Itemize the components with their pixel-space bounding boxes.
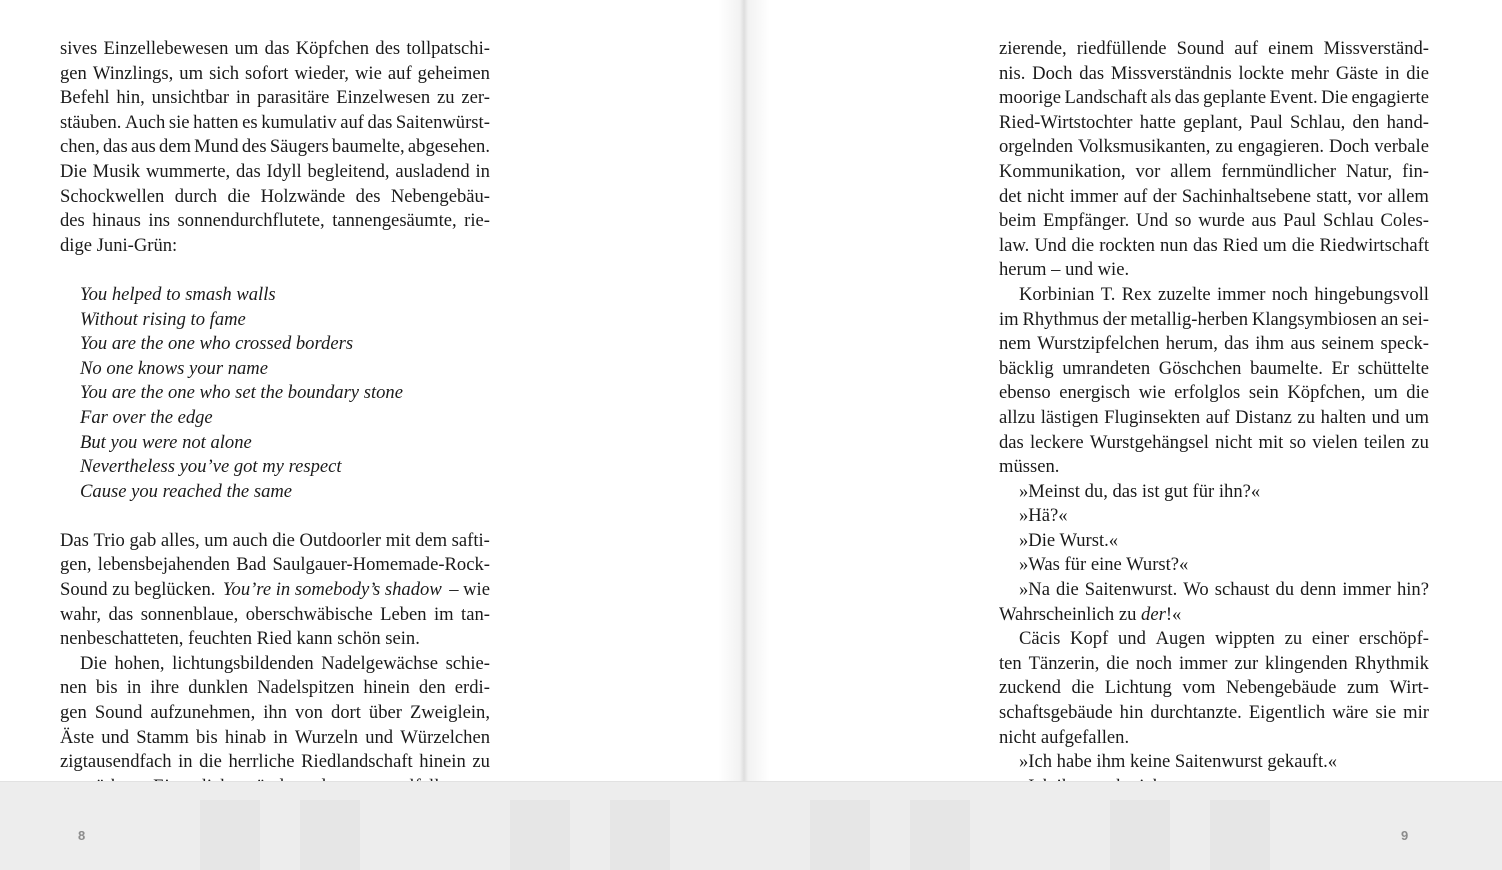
dialogue-line: »Meinst du, das ist gut für ihn?« (1019, 480, 1261, 502)
text-line: wahr, das sonnenblaue, oberschwäbische Leben im tan- (60, 603, 490, 625)
lyric-line: Nevertheless you’ve got my respect (80, 456, 342, 478)
paragraph (999, 627, 1429, 750)
italic-song-title: You’re in somebody’s shadow (222, 579, 442, 601)
text-line: Befehl hin, unsichtbar in parasitäre Einzelwesen zu zer- (60, 87, 490, 109)
text-line: zigtausendfach in die herrliche Riedlandschaft hinein zu (60, 751, 490, 773)
text-line: Kommunikation, vor allem fernmündlicher Natur, fin- (999, 160, 1429, 182)
dialogue-line: »Die Wurst.« (1019, 529, 1119, 551)
text-line: sives Einzellebewesen um das Köpfchen des tollpatschi- (60, 38, 490, 59)
dialogue-line-mixed (999, 603, 1429, 628)
text-line: dige Juni-Grün: (60, 234, 178, 256)
page-thumbnail[interactable] (610, 800, 670, 870)
text-line: Korbinian T. Rex zuzelte immer noch hingebungsvoll (1019, 283, 1429, 305)
lyric-line: You are the one who set the boundary stone (80, 382, 403, 404)
text-line: nen bis in ihre dunklen Nadelspitzen hinein den erdi- (60, 677, 490, 699)
text-line-mixed (60, 578, 490, 603)
text-line: moorige Landschaft als das geplante Event. Die engagierte (999, 87, 1429, 109)
left-page-text (60, 37, 490, 799)
text-line: Die hohen, lichtungsbildenden Nadelgewächse schie- (80, 652, 490, 674)
text-line: stäuben. Auch sie hatten es kumulativ auf das Saitenwürst- (60, 111, 490, 133)
text-line: nis. Doch das Missverständnis lockte mehr Gäste in die (999, 62, 1429, 84)
page-thumbnail[interactable] (200, 800, 260, 870)
text-line: Ried-Wirtstochter hatte geplant, Paul Schlau, den hand- (999, 111, 1429, 133)
text-line: des hinaus ins sonnendurchflutete, tannengesäumte, rie- (60, 210, 490, 232)
text-line: orgelnden Volksmusikanten, zu engagieren. Doch verbale (999, 136, 1429, 158)
page-thumbnail[interactable] (1210, 800, 1270, 870)
right-page (744, 0, 1502, 869)
paragraph (60, 529, 490, 652)
page-thumbnail[interactable] (910, 800, 970, 870)
text-segment: – wie (449, 579, 490, 601)
italic-word: der (1141, 603, 1166, 625)
text-line: chen, das aus dem Mund des Säugers baumelte, abgesehen. (60, 136, 490, 158)
text-line: Schockwellen durch die Holzwände des Nebengebäu- (60, 185, 490, 207)
lyric-line: Far over the edge (80, 406, 213, 428)
lyric-line: You helped to smash walls (80, 283, 276, 305)
paragraph (999, 37, 1429, 283)
book-gutter-shadow (718, 0, 770, 781)
paragraph (60, 37, 490, 258)
page-thumbnail[interactable] (300, 800, 360, 870)
text-line: Cäcis Kopf und Augen wippten zu einer erschöpf- (1019, 628, 1429, 650)
text-segment: Wahrscheinlich zu (999, 603, 1137, 625)
page-thumbnail[interactable] (510, 800, 570, 870)
text-line: det nicht immer auf der Sachinhaltsebene statt, vor allem (999, 185, 1429, 207)
text-line: allzu lästigen Fluginsekten auf Distanz zu halten und um (999, 406, 1429, 428)
text-line: Die Musik wummerte, das Idyll begleitend, ausladend in (60, 160, 490, 182)
text-line: ebenso energisch wie erfolglos sein Köpfchen, um die (999, 382, 1429, 404)
text-line: Äste und Stamm bis hinab in Wurzeln und Würzelchen (60, 726, 490, 748)
lyric-line: Cause you reached the same (80, 480, 293, 502)
text-line: bäcklig umrandeten Göschchen baumelte. Er schüttelte (999, 357, 1429, 379)
text-segment: Sound zu beglücken. (60, 579, 216, 601)
dialogue-line: »Na die Saitenwurst. Wo schaust du denn immer hin? (1019, 579, 1429, 601)
dialogue (999, 480, 1429, 628)
left-page (0, 0, 744, 869)
paragraph (999, 283, 1429, 480)
page-thumbnail[interactable] (1110, 800, 1170, 870)
dialogue-line: »Was für eine Wurst?« (1019, 554, 1189, 576)
lyric-line: No one knows your name (80, 357, 268, 379)
text-line: schaftsgebäude hin durchtanzte. Eigentlich wäre sie mir (999, 702, 1429, 724)
text-line: herum – und wie. (999, 259, 1130, 281)
text-segment: !« (1165, 603, 1182, 625)
lyric-line: Without rising to fame (80, 308, 246, 330)
page-number-left: 8 (78, 828, 86, 843)
text-line: zuckend die Lichtung vom Nebengebäude zum Wirt- (999, 677, 1429, 699)
text-line: gen, lebensbejahenden Bad Saulgauer-Homemade-Rock- (60, 554, 490, 576)
text-line: ten Tänzerin, die noch immer zur klingenden Rhythmik (999, 652, 1429, 674)
text-line: gen Sound aufzunehmen, ihn von dort über Zweiglein, (60, 702, 490, 724)
text-line: nenbeschatteten, feuchten Ried kann schön sein. (60, 628, 420, 650)
text-line: Das Trio gab alles, um auch die Outdoorler mit dem safti- (60, 529, 490, 551)
page-thumbnail-strip[interactable] (0, 781, 1502, 870)
song-lyrics (80, 283, 490, 504)
text-line: beim Empfänger. Und so wurde aus Paul Schlau Coles- (999, 210, 1429, 232)
text-line: zierende, riedfüllende Sound auf einem Missverständ- (999, 38, 1429, 59)
dialogue-line: »Hä?« (1019, 505, 1068, 527)
right-page-text (999, 37, 1429, 799)
text-line: gen Winzlings, um sich sofort wieder, wie auf geheimen (60, 62, 490, 84)
text-line: nicht aufgefallen. (999, 726, 1130, 748)
lyric-line: You are the one who crossed borders (80, 333, 354, 355)
lyric-line: But you were not alone (80, 431, 252, 453)
page-number-right: 9 (1401, 828, 1409, 843)
dialogue-line: »Ich habe ihm keine Saitenwurst gekauft.« (1019, 751, 1338, 773)
text-line: im Rhythmus der metallig-herben Klangsymbiosen an sei- (999, 308, 1429, 330)
page-thumbnail[interactable] (810, 800, 870, 870)
text-line: müssen. (999, 456, 1060, 478)
paragraph (60, 652, 490, 800)
text-line: law. Und die rockten nun das Ried um die Riedwirtschaft (999, 234, 1429, 256)
text-line: nem Wurstzipfelchen herum, das ihm aus seinem speck- (999, 333, 1429, 355)
text-line: das leckere Wurstgehängsel nicht mit so vielen teilen zu (999, 431, 1429, 453)
